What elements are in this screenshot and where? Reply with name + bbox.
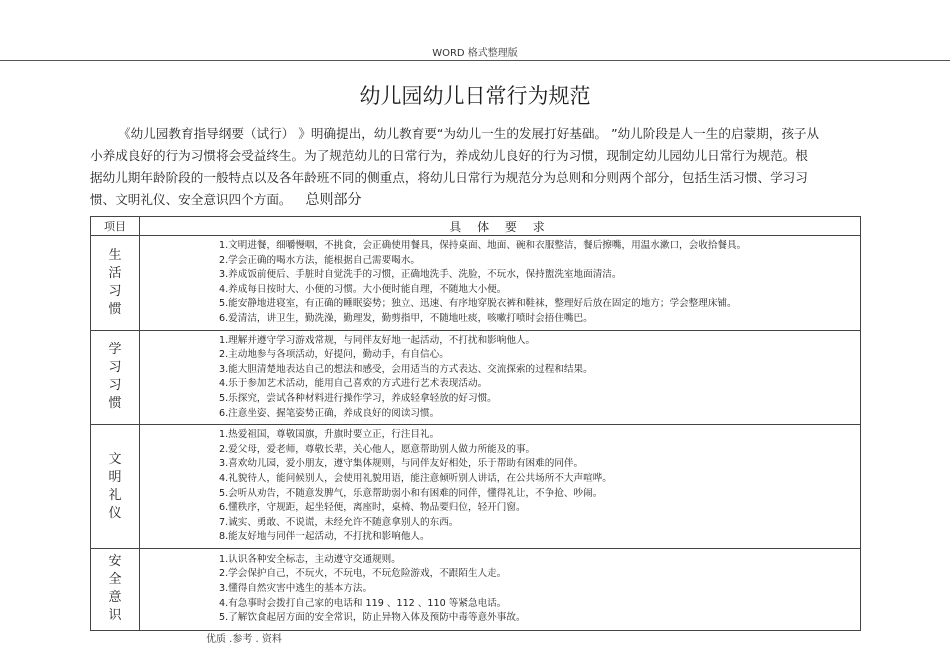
requirement-item: 4.礼貌待人，能问候别人，会使用礼貌用语，能注意倾听别人讲话，在公共场所不大声喧哗。 [219,472,612,484]
category-char: 习 [108,360,122,376]
intro-paragraph [90,123,860,211]
requirement-item: 4.乐于参加艺术活动，能用自己喜欢的方式进行艺术表现活动。 [219,378,488,390]
header-item: 项目 [91,217,140,236]
requirement-item: 7.诚实、勇敢、不说谎，未经允许不随意拿别人的东西。 [219,516,459,528]
category-char: 生 [108,247,122,263]
category-char: 意 [108,590,122,606]
category-char: 惯 [108,396,122,412]
requirement-item: 6.注意坐姿、握笔姿势正确，养成良好的阅读习惯。 [219,407,440,419]
requirement-item: 2.学会保护自己，不玩火，不玩电，不玩危险游戏，不跟陌生人走。 [219,568,507,580]
requirement-item: 3.懂得自然灾害中逃生的基本方法。 [219,583,373,595]
category-char: 礼 [108,487,122,503]
category-char: 学 [108,342,122,358]
category-char: 活 [108,265,122,281]
page-footer: 优质 .参考 . 资料 [206,634,282,645]
document-title: 幼儿园幼儿日常行为规范 [359,84,591,108]
intro-line: 据幼儿期年龄阶段的一般特点以及各年龄班不同的侧重点，将幼儿日常行为规范分为总则和分则两个部分，包括生活习惯、学习习 [90,170,808,185]
category-char: 全 [108,572,122,588]
category-char: 习 [108,378,122,394]
intro-line: 《幼儿园教育指导纲要（试行） 》明确提出，幼儿教育要“为幼儿一生的发展打好基础。 ”幼儿阶段是人一生的启蒙期，孩子从 [118,126,820,141]
table-row-learning-habits [91,330,861,425]
requirement-item: 4.养成每日按时大、小便的习惯。大小便时能自理，不随地大小便。 [219,283,507,295]
header-requirements: 具 体 要 求 [140,217,861,236]
category-char: 习 [108,283,122,299]
requirement-item: 6.懂秩序，守规距，起坐轻便，离座时，桌椅、物品要归位，轻开门窗。 [219,502,526,514]
requirement-item: 5.了解饮食起居方面的安全常识，防止异物入体及预防中毒等意外事故。 [219,612,526,624]
requirement-item: 1.认识各种安全标志，主动遵守交通规则。 [219,553,401,565]
requirements-cell [140,236,861,331]
requirement-item: 5.能安静地进寝室，有正确的睡眠姿势；独立、迅速、有序地穿脱衣裤和鞋袜，整理好后放在固定的地方；学会整理床铺。 [219,298,737,310]
category-char: 仪 [108,505,122,521]
requirement-item: 5.会听从劝告，不随意发脾气，乐意帮助弱小和有困难的同伴，懂得礼让，不争抢、吵闹。 [219,487,603,499]
intro-line: 小养成良好的行为习惯将会受益终生。为了规范幼儿的日常行为，养成幼儿良好的行为习惯，现制定幼儿园幼儿日常行为规范。根 [90,148,808,163]
table-row-living-habits [91,236,861,331]
intro-line-text: 惯、文明礼仪、安全意识四个方面。 [90,192,292,207]
requirement-item: 2.主动地参与各项活动，好提问，勤动手，有自信心。 [219,349,449,361]
section-heading: 总则部分 [305,192,362,208]
page-header: WORD 格式整理版 [432,48,518,59]
requirement-item: 2.学会正确的喝水方法，能根据自己需要喝水。 [219,254,421,266]
requirement-item: 4.有急事时会拨打自己家的电话和 119 、112 、110 等紧急电话。 [219,597,507,609]
category-cell [91,425,140,549]
category-char: 识 [108,608,122,624]
category-cell [91,548,140,630]
requirement-item: 1.热爱祖国，尊敬国旗，升旗时要立正，行注目礼。 [219,429,440,441]
behavior-rules-table [90,216,861,631]
table-row-safety [91,548,861,630]
requirements-cell [140,425,861,549]
table-header-row [91,217,861,236]
requirement-item: 6.爱清洁，讲卫生，勤洗澡，勤理发，勤剪指甲，不随地吐痰，咳嗽打喷时会捂住嘴巴。 [219,312,593,324]
requirement-item: 3.喜欢幼儿园，爱小朋友，遵守集体规则，与同伴友好相处，乐于帮助有困难的同伴。 [219,458,584,470]
category-cell [91,330,140,425]
requirement-item: 2.爱父母，爱老师，尊敬长辈，关心他人，愿意帮助别人做力所能及的事。 [219,443,536,455]
requirement-item: 8.能友好地与同伴一起活动，不打扰和影响他人。 [219,531,430,543]
category-char: 文 [108,451,122,467]
header-divider [0,60,950,61]
category-char: 安 [108,554,122,570]
requirement-item: 1.文明进餐，细嚼慢咽，不挑食，会正确使用餐具，保持桌面、地面、碗和衣服整洁，餐后擦嘴，用温水漱口，会收拾餐具。 [219,240,747,251]
category-char: 惯 [108,301,122,317]
category-cell [91,236,140,331]
requirements-cell [140,548,861,630]
requirement-item: 5.乐探究，尝试各种材料进行操作学习，养成轻拿轻放的好习惯。 [219,392,497,404]
requirements-cell [140,330,861,425]
table-row-etiquette [91,425,861,549]
requirement-item: 3.能大胆清楚地表达自己的想法和感受，会用适当的方式表达、交流探索的过程和结果。 [219,363,593,375]
requirement-item: 3.养成饭前便后、手脏时自觉洗手的习惯，正确地洗手、洗脸，不玩水，保持盥洗室地面清洁。 [219,269,622,281]
intro-line-last [90,189,860,211]
category-char: 明 [108,469,122,485]
requirement-item: 1.理解并遵守学习游戏常规，与同伴友好地一起活动，不打扰和影响他人。 [219,334,536,346]
